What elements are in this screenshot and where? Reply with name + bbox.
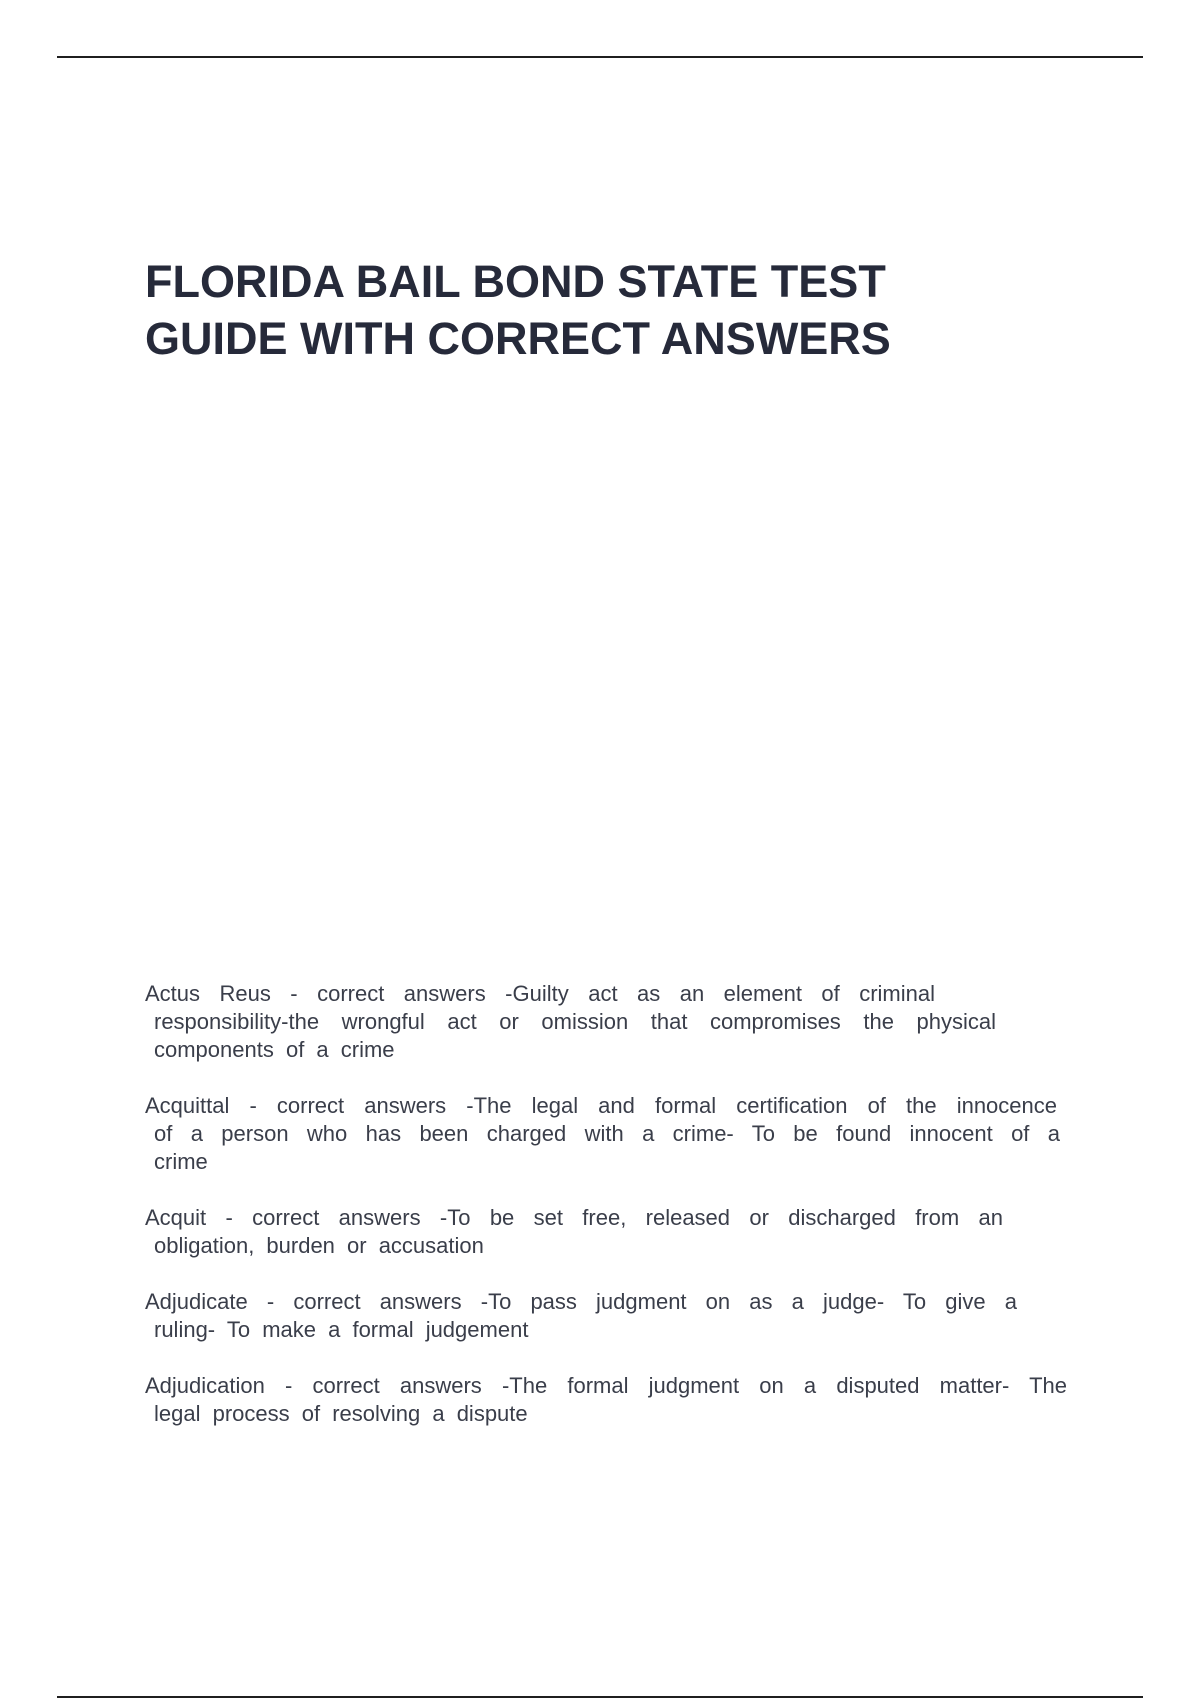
- entry-line: of a person who has been charged with a crime- To be found innocent of a: [154, 1121, 1060, 1146]
- entry-line: responsibility-the wrongful act or omission that compromises the physical: [154, 1009, 996, 1034]
- entry-line: crime: [154, 1149, 208, 1174]
- title-line-2: GUIDE WITH CORRECT ANSWERS: [145, 313, 891, 364]
- bottom-rule: [57, 1696, 1143, 1698]
- entry-line: Adjudication - correct answers -The formal judgment on a disputed matter- The: [145, 1373, 1067, 1398]
- entry-line: Adjudicate - correct answers -To pass judgment on as a judge- To give a: [145, 1289, 1017, 1314]
- glossary-entry: [145, 1372, 1070, 1428]
- top-rule: [57, 56, 1143, 58]
- glossary-entry: [145, 1204, 1005, 1260]
- entry-line: ruling- To make a formal judgement: [154, 1317, 529, 1342]
- glossary-entry: [145, 1288, 1020, 1344]
- title-line-1: FLORIDA BAIL BOND STATE TEST: [145, 256, 886, 307]
- glossary-entries: [145, 980, 1070, 1456]
- entry-line: Actus Reus - correct answers -Guilty act as an element of criminal: [145, 981, 935, 1006]
- entry-line: obligation, burden or accusation: [154, 1233, 484, 1258]
- entry-line: components of a crime: [154, 1037, 395, 1062]
- entry-line: legal process of resolving a dispute: [154, 1401, 528, 1426]
- glossary-entry: [145, 1092, 1060, 1176]
- document-title: [145, 253, 1105, 367]
- glossary-entry: [145, 980, 996, 1064]
- entry-line: Acquit - correct answers -To be set free, released or discharged from an: [145, 1205, 1003, 1230]
- entry-line: Acquittal - correct answers -The legal and formal certification of the innocence: [145, 1093, 1057, 1118]
